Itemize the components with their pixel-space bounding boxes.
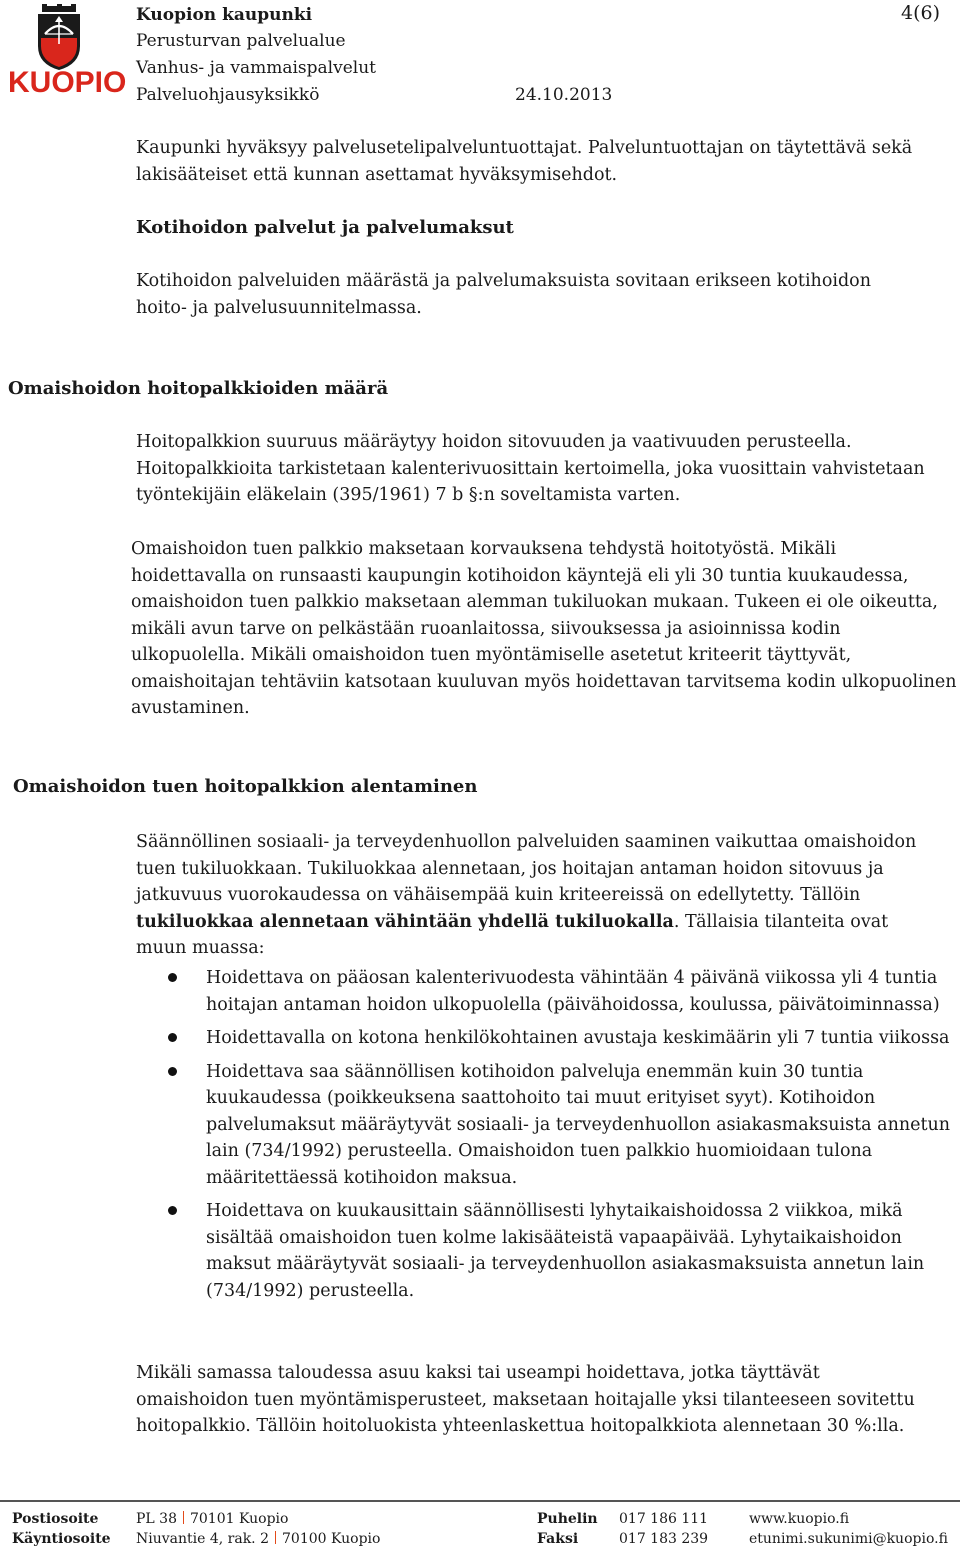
intro-paragraph: Kaupunki hyväksyy palvelusetelipalveluntuottajat. Palveluntuottajan on täytettävä sekä lakisääteiset että kunnan asettamat hyväksymisehdot. [136, 138, 913, 185]
footer-email-link[interactable]: etunimi.sukunimi@kuopio.fi [749, 1531, 948, 1547]
list-item-text: Hoidettavalla on kotona henkilökohtainen avustaja keskimäärin yli 7 tuntia viikossa [206, 1028, 950, 1048]
heading-kotihoidon-palvelut: Kotihoidon palvelut ja palvelumaksut [136, 217, 514, 238]
list-item [136, 1198, 956, 1304]
footer-postal-box: PL 38 [136, 1511, 177, 1527]
header-organization: Kuopion kaupunki [136, 5, 313, 25]
list-item-text: Hoidettava saa säännöllisen kotihoidon palveluja enemmän kuin 30 tuntia kuukaudessa (poikkeuksena saattohoito tai muut erityiset syyt). Kotihoidon palvelumaksut määräytyvät sosiaali- ja terveydenhuollon asiakasmaksuista annetun lain (734/1992) perusteella. Omaishoidon tuen palkkio huomioidaan tulona määritettäessä kotihoidon maksua. [206, 1061, 951, 1188]
section3-p1-text: Säännöllinen sosiaali- ja terveydenhuollon palveluiden saaminen vaikuttaa omaishoidon tuen tukiluokkaan. Tukiluokkaa alennetaan, jos hoitajan antaman hoidon sitovuus ja jatkuvuus vuorokaudessa on vähäisempää kuin kriteereissä on edellytetty. Tällöin [136, 832, 917, 905]
footer-phone-label: Puhelin [537, 1511, 598, 1527]
logo-wordmark: KUOPIO [8, 66, 127, 99]
section3-paragraph-2: Mikäli samassa taloudessa asuu kaksi tai useampi hoidettava, jotka täyttävät omaishoidon tuen myöntämisperusteet, maksetaan hoitajalle yksi tilanteeseen sovitettu hoitopalkkio. Tällöin hoitoluokista yhteenlaskettua hoitopalkkiota alennetaan 30 %:lla. [136, 1363, 915, 1436]
footer-visit-label: Käyntiosoite [12, 1531, 111, 1547]
footer-fax-label: Faksi [537, 1531, 579, 1547]
section1-paragraph: Kotihoidon palveluiden määrästä ja palvelumaksuista sovitaan erikseen kotihoidon hoito- ja palvelusuunnitelmassa. [136, 271, 871, 318]
section2-paragraph-2: Omaishoidon tuen palkkio maksetaan korvauksena tehdystä hoitotyöstä. Mikäli hoidettavalla on runsaasti kaupungin kotihoidon käyntejä eli yli 30 tuntia kuukaudessa, omaishoidon tuen palkkio maksetaan alemman tukiluokan mukaan. Tukeen ei ole oikeutta, mikäli avun tarve on pelkästään ruoanlaitossa, siivouksessa ja asioinnissa kodin ulkopuolella. Mikäli omaishoidon tuen myöntämiselle asetetut kriteerit täyttyvät, omaishoitajan tehtäviin katsotaan kuuluvan myös hoidettavan tarvitsema kodin ulkopuolinen avustaminen. [131, 539, 957, 718]
section3-paragraph-1 [136, 829, 936, 962]
header-department: Vanhus- ja vammaispalvelut [136, 58, 376, 78]
separator [275, 1531, 276, 1544]
header-date: 24.10.2013 [515, 85, 613, 105]
bullet-icon [168, 973, 177, 982]
bullet-icon [168, 1206, 177, 1215]
heading-hoitopalkkioiden-maara: Omaishoidon hoitopalkkioiden määrä [8, 378, 389, 399]
list-item-text: Hoidettava on pääosan kalenterivuodesta vähintään 4 päivänä viikossa yli 4 tuntia hoitajan antaman hoidon ulkopuolella (päivähoidossa, koulussa, päivätoiminnassa) [206, 968, 940, 1015]
separator [183, 1511, 184, 1524]
footer-visit-code: 70100 Kuopio [282, 1531, 381, 1547]
list-item [136, 965, 956, 1018]
footer-postal-address [136, 1509, 288, 1529]
footer-fax: 017 183 239 [619, 1531, 709, 1547]
list-item-text: Hoidettava on kuukausittain säännöllisesti lyhytaikaishoidossa 2 viikkoa, mikä sisältää omaishoidon tuen kolme lakisääteistä vapaapäivää. Lyhytaikaishoidon maksut määräytyvät sosiaali- ja terveydenhuollon asiakasmaksuista annetun lain (734/1992) perusteella. [206, 1201, 925, 1301]
header-service-area: Perusturvan palvelualue [136, 31, 346, 51]
section2-paragraph-1: Hoitopalkkion suuruus määräytyy hoidon sitovuuden ja vaativuuden perusteella. Hoitopalkkioita tarkistetaan kalenterivuosittain kertoimella, joka vuosittain vahvistetaan työntekijäin eläkelain (395/1961) 7 b §:n soveltamista varten. [136, 432, 925, 505]
page-number: 4(6) [900, 2, 940, 24]
footer-visit-street: Niuvantie 4, rak. 2 [136, 1531, 269, 1547]
bullet-icon [168, 1067, 177, 1076]
section3-p1-emphasis: tukiluokkaa alennetaan vähintään yhdellä tukiluokalla [136, 911, 674, 932]
footer-divider [0, 1500, 960, 1502]
kuopio-logo [8, 4, 127, 104]
section3-p1-text-end: . Tällaisia tilanteita ovat muun muassa: [136, 911, 889, 958]
criteria-list [136, 965, 956, 1304]
footer-website-link[interactable]: www.kuopio.fi [749, 1511, 850, 1527]
list-item [136, 1059, 956, 1192]
header-unit: Palveluohjausyksikkö [136, 85, 320, 105]
footer-postal-code: 70101 Kuopio [189, 1511, 289, 1527]
footer-visit-address [136, 1529, 380, 1549]
footer-phone: 017 186 111 [619, 1511, 709, 1527]
footer-postal-label: Postiosoite [12, 1511, 99, 1527]
bullet-icon [168, 1033, 177, 1042]
list-item [136, 1025, 956, 1052]
heading-hoitopalkkion-alentaminen: Omaishoidon tuen hoitopalkkion alentaminen [13, 776, 478, 797]
